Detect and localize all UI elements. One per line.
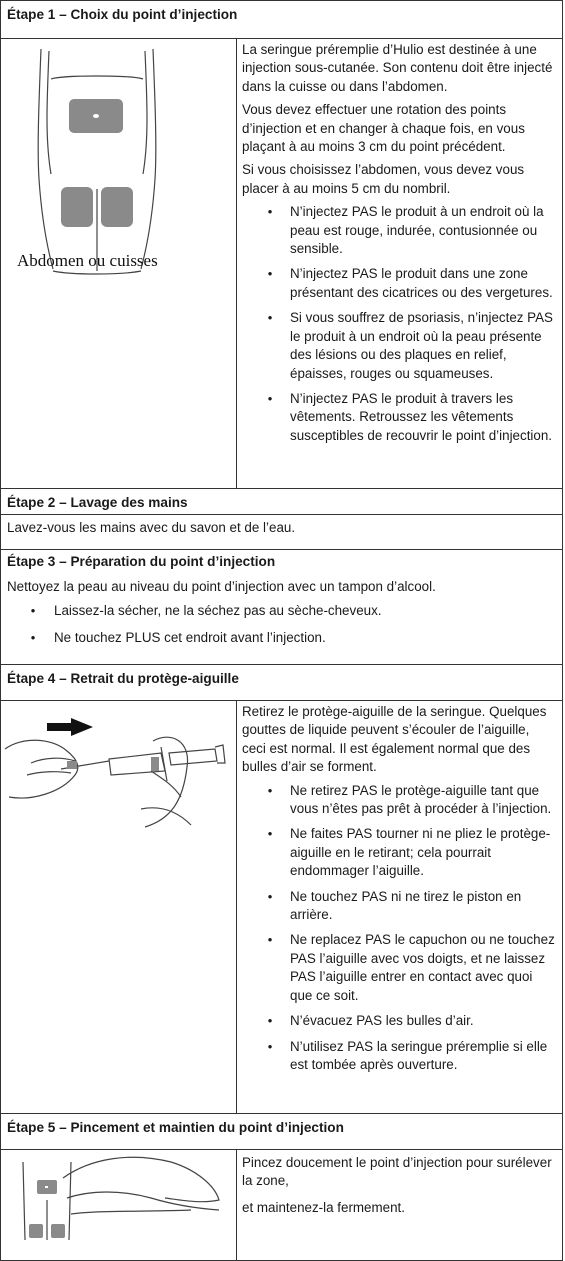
syringe-illustration — [1, 701, 235, 841]
bullet-icon: • — [30, 629, 36, 645]
list-item: • Ne retirez PAS le protège-aiguille tant que vous n’êtes pas prêt à procéder à l’injection. — [267, 782, 552, 817]
plunger-part — [151, 757, 159, 771]
step2-title: Étape 2 – Lavage des mains — [7, 495, 188, 510]
step3-block — [0, 549, 563, 665]
step1-body — [0, 38, 563, 489]
bullet-icon: • — [267, 310, 273, 326]
step5-body — [0, 1149, 563, 1261]
step5-paragraph: Pincez doucement le point d’injection pour surélever la zone, — [242, 1155, 552, 1189]
bullet-icon: • — [267, 932, 273, 948]
step3-text: Nettoyez la peau au niveau du point d’injection avec un tampon d’alcool. — [7, 579, 436, 594]
needle-cap — [67, 761, 77, 769]
image-caption: Abdomen ou cuisses — [17, 251, 158, 270]
step1-header — [0, 0, 563, 39]
list-item: • Laissez-la sécher, ne la séchez pas au sèche-cheveux. — [7, 602, 556, 620]
step4-text-cell — [237, 701, 562, 1113]
bullet-icon: • — [267, 204, 273, 220]
list-item: • N’injectez PAS le produit dans une zone présentant des cicatrices ou des vergetures. — [267, 266, 553, 300]
bullet-icon: • — [267, 888, 273, 904]
pinch-illustration — [1, 1150, 235, 1250]
step2-text: Lavez-vous les mains avec du savon et de l’eau. — [7, 520, 296, 535]
left-thigh-zone — [29, 1224, 43, 1238]
bullet-icon: • — [267, 826, 273, 842]
list-item: • N’utilisez PAS la seringue préremplie si elle est tombée après ouverture. — [267, 1038, 548, 1072]
bullet-icon: • — [267, 1013, 273, 1029]
step5-header — [0, 1113, 563, 1150]
right-thigh-zone — [51, 1224, 65, 1238]
list-item: • N’injectez PAS le produit à un endroit où la peau est rouge, indurée, contusionnée ou sensible. — [267, 204, 544, 257]
list-item: • Si vous souffrez de psoriasis, n’injectez PAS le produit à un endroit où la peau présente des lésions ou des plaques en relief, épaisses, rouges ou squameuses. — [267, 310, 553, 381]
step1-text-cell — [237, 39, 562, 488]
left-thigh-zone — [61, 187, 93, 227]
step5-title: Étape 5 – Pincement et maintien du point d’injection — [7, 1120, 344, 1135]
list-item: • N’évacuez PAS les bulles d’air. — [242, 1012, 556, 1030]
step1-bullet-list — [242, 203, 556, 445]
step3-title: Étape 3 – Préparation du point d’injection — [7, 554, 276, 569]
step4-title: Étape 4 – Retrait du protège-aiguille — [7, 671, 239, 686]
bullet-icon: • — [267, 782, 273, 798]
bullet-icon: • — [30, 603, 36, 619]
bullet-icon: • — [267, 390, 273, 406]
step1-paragraph: Vous devez effectuer une rotation des points d’injection et en changer à chaque fois, en vous plaçant à au moins 3 cm du point précédent. — [242, 102, 525, 155]
step4-bullet-list — [242, 782, 556, 1075]
step2-body — [0, 514, 563, 550]
navel-mark — [45, 1186, 48, 1188]
step5-text-cell — [237, 1150, 562, 1260]
navel-mark — [93, 114, 99, 118]
step2-header — [0, 488, 563, 515]
list-item: • Ne replacez PAS le capuchon ou ne touchez PAS l’aiguille avec vos doigts, et ne laissez PAS l’aiguille entrer en contact avec quoi que ce soit. — [267, 932, 555, 1003]
step1-paragraph: La seringue préremplie d’Hulio est destinée à une injection sous-cutanée. Son contenu doit être injecté dans la cuisse ou dans l’abdomen. — [242, 42, 553, 94]
step4-header — [0, 664, 563, 701]
step5-paragraph: et maintenez-la fermement. — [242, 1199, 405, 1215]
step3-bullet-list — [7, 602, 556, 647]
step4-paragraph: Retirez le protège-aiguille de la seringue. Quelques gouttes de liquide peuvent s’écouler de l’aiguille, ceci est normal. Il est également normal que des bulles d’air se forment. — [242, 704, 547, 775]
step4-body — [0, 700, 563, 1114]
arrow-left-icon — [47, 718, 93, 736]
step4-image-cell — [1, 701, 237, 1113]
step1-paragraph: Si vous choisissez l’abdomen, vous devez vous placer à au moins 5 cm du nombril. — [242, 162, 525, 196]
bullet-icon: • — [267, 266, 273, 282]
bullet-icon: • — [267, 1038, 273, 1054]
right-thigh-zone — [101, 187, 133, 227]
list-item: • Ne touchez PLUS cet endroit avant l’injection. — [7, 629, 556, 647]
list-item: • N’injectez PAS le produit à travers les vêtements. Retroussez les vêtements susceptibles de recouvrir le point d’injection. — [267, 390, 553, 443]
list-item: • Ne faites PAS tourner ni ne pliez le protège-aiguille en le retirant; cela pourrait endommager l’aiguille. — [267, 826, 551, 879]
step1-image-cell — [1, 39, 237, 488]
step5-image-cell — [1, 1150, 237, 1260]
step1-title: Étape 1 – Choix du point d’injection — [7, 7, 238, 22]
abdomen-thighs-illustration — [1, 39, 235, 279]
list-item: • Ne touchez PAS ni ne tirez le piston en arrière. — [267, 888, 522, 923]
